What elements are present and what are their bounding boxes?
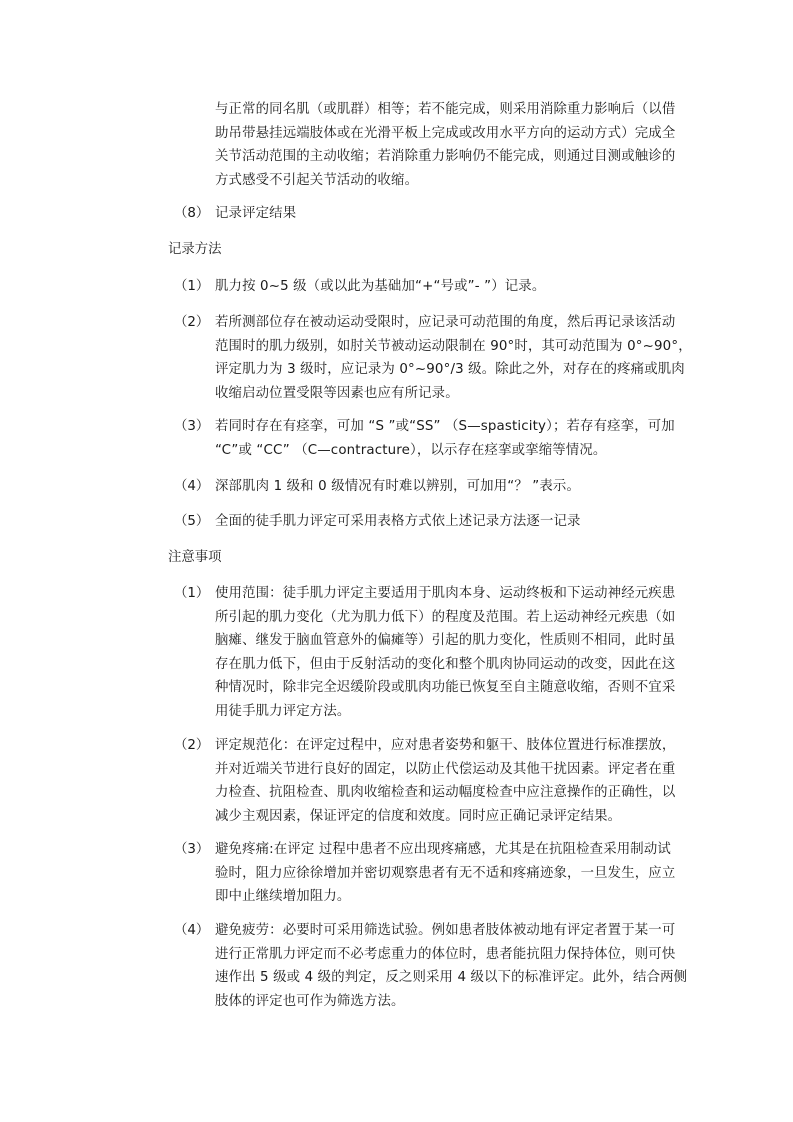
item-number: （2） — [174, 315, 210, 330]
record-item-4: 深部肌肉 1 级和 0 级情况有时难以辨别，可加用“？ ”表示。 — [215, 479, 580, 494]
note-item-1: 使用范围：徒手肌力评定主要适用于肌肉本身、运动终板和下运动神经元疾患 所引起的肌力变化（尤为肌力低下）的程度及范围。若上运动神经元疾患（如 脑瘫、继发于脑血管意外的偏瘫等）引起的肌力变化，性质则不相同，此时虽 存在肌力低下，但由于反射活动的变化和整个肌肉协同运动的改变，因此在这 种情况时，除非完全迟缓阶段或肌肉功能已恢复至自主随意收缩，否则不宜采 用徒手肌力评定方法。 — [215, 586, 676, 719]
record-item-3: 若同时存在有痉挛，可加 “S ”或“SS” （S—spasticity）；若存有痉挛，可加 “C”或 “CC” （C—contracture），以示存在痉挛或挛缩等情况。 — [215, 419, 675, 458]
item8-text: 记录评定结果 — [215, 206, 297, 221]
item-number: （5） — [174, 514, 210, 529]
record-item-2: 若所测部位存在被动运动受限时，应记录可动范围的角度，然后再记录该活动 范围时的肌力级别，如肘关节被动运动限制在 90°时，其可动范围为 0°~90°， 评定肌力为 3 级时，应记录为 0°~90°/3 级。除此之外，对存在的疼痛或肌肉 收缩启动位置受限等因素也应有所记录。 — [215, 315, 692, 401]
section-heading-notes: 注意事项 — [168, 550, 222, 565]
intro-line: 助吊带悬挂远端肢体或在光滑平板上完成或改用水平方向的运动方式）完成全 — [215, 125, 676, 141]
note-item-2: 评定规范化：在评定过程中，应对患者姿势和躯干、肢体位置进行标准摆放， 并对近端关节进行良好的固定，以防止代偿运动及其他干扰因素。评定者在重 力检查、抗阻检查、肌肉收缩检查和运动幅度检查中应注意操作的正确性，以 减少主观因素，保证评定的信度和效度。同时应正确记录评定结果。 — [215, 738, 676, 824]
record-item-1: 肌力按 0~5 级（或以此为基础加“+“号或”- ”）记录。 — [215, 279, 546, 294]
note-item-3: 避免疼痛:在评定 过程中患者不应出现疼痛感，尤其是在抗阻检查采用制动试 验时，阻力应徐徐增加并密切观察患者有无不适和疼痛迹象，一旦发生，应立 即中止继续增加阻力。 — [215, 842, 676, 904]
item-number: （4） — [174, 923, 210, 938]
intro-line: 方式感受不引起关节活动的收缩。 — [215, 172, 419, 188]
item-number: （1） — [174, 279, 210, 294]
intro-paragraph — [215, 98, 676, 192]
item-number: （1） — [174, 586, 210, 601]
item-number: （2） — [174, 738, 210, 753]
intro-line: 关节活动范围的主动收缩；若消除重力影响仍不能完成，则通过目测或触诊的 — [215, 149, 676, 164]
section-heading-record-method: 记录方法 — [168, 242, 222, 257]
note-item-4: 避免疲劳：必要时可采用筛选试验。例如患者肢体被动地有评定者置于某一可 进行正常肌力评定而不必考虑重力的体位时，患者能抗阻力保持体位，则可快 速作出 5 级或 4 级的判定，反之则采用 4 级以下的标准评定。此外，结合两侧 肢体的评定也可作为筛选方法。 — [215, 923, 688, 1009]
intro-line: 与正常的同名肌（或肌群）相等；若不能完成，则采用消除重力影响后（以借 — [215, 102, 676, 117]
item-number: （3） — [174, 419, 210, 434]
item-number: （3） — [174, 842, 210, 857]
record-item-5: 全面的徒手肌力评定可采用表格方式依上述记录方法逐一记录 — [215, 514, 581, 529]
item-number: （4） — [174, 479, 210, 494]
item-number: （8） — [174, 206, 210, 221]
